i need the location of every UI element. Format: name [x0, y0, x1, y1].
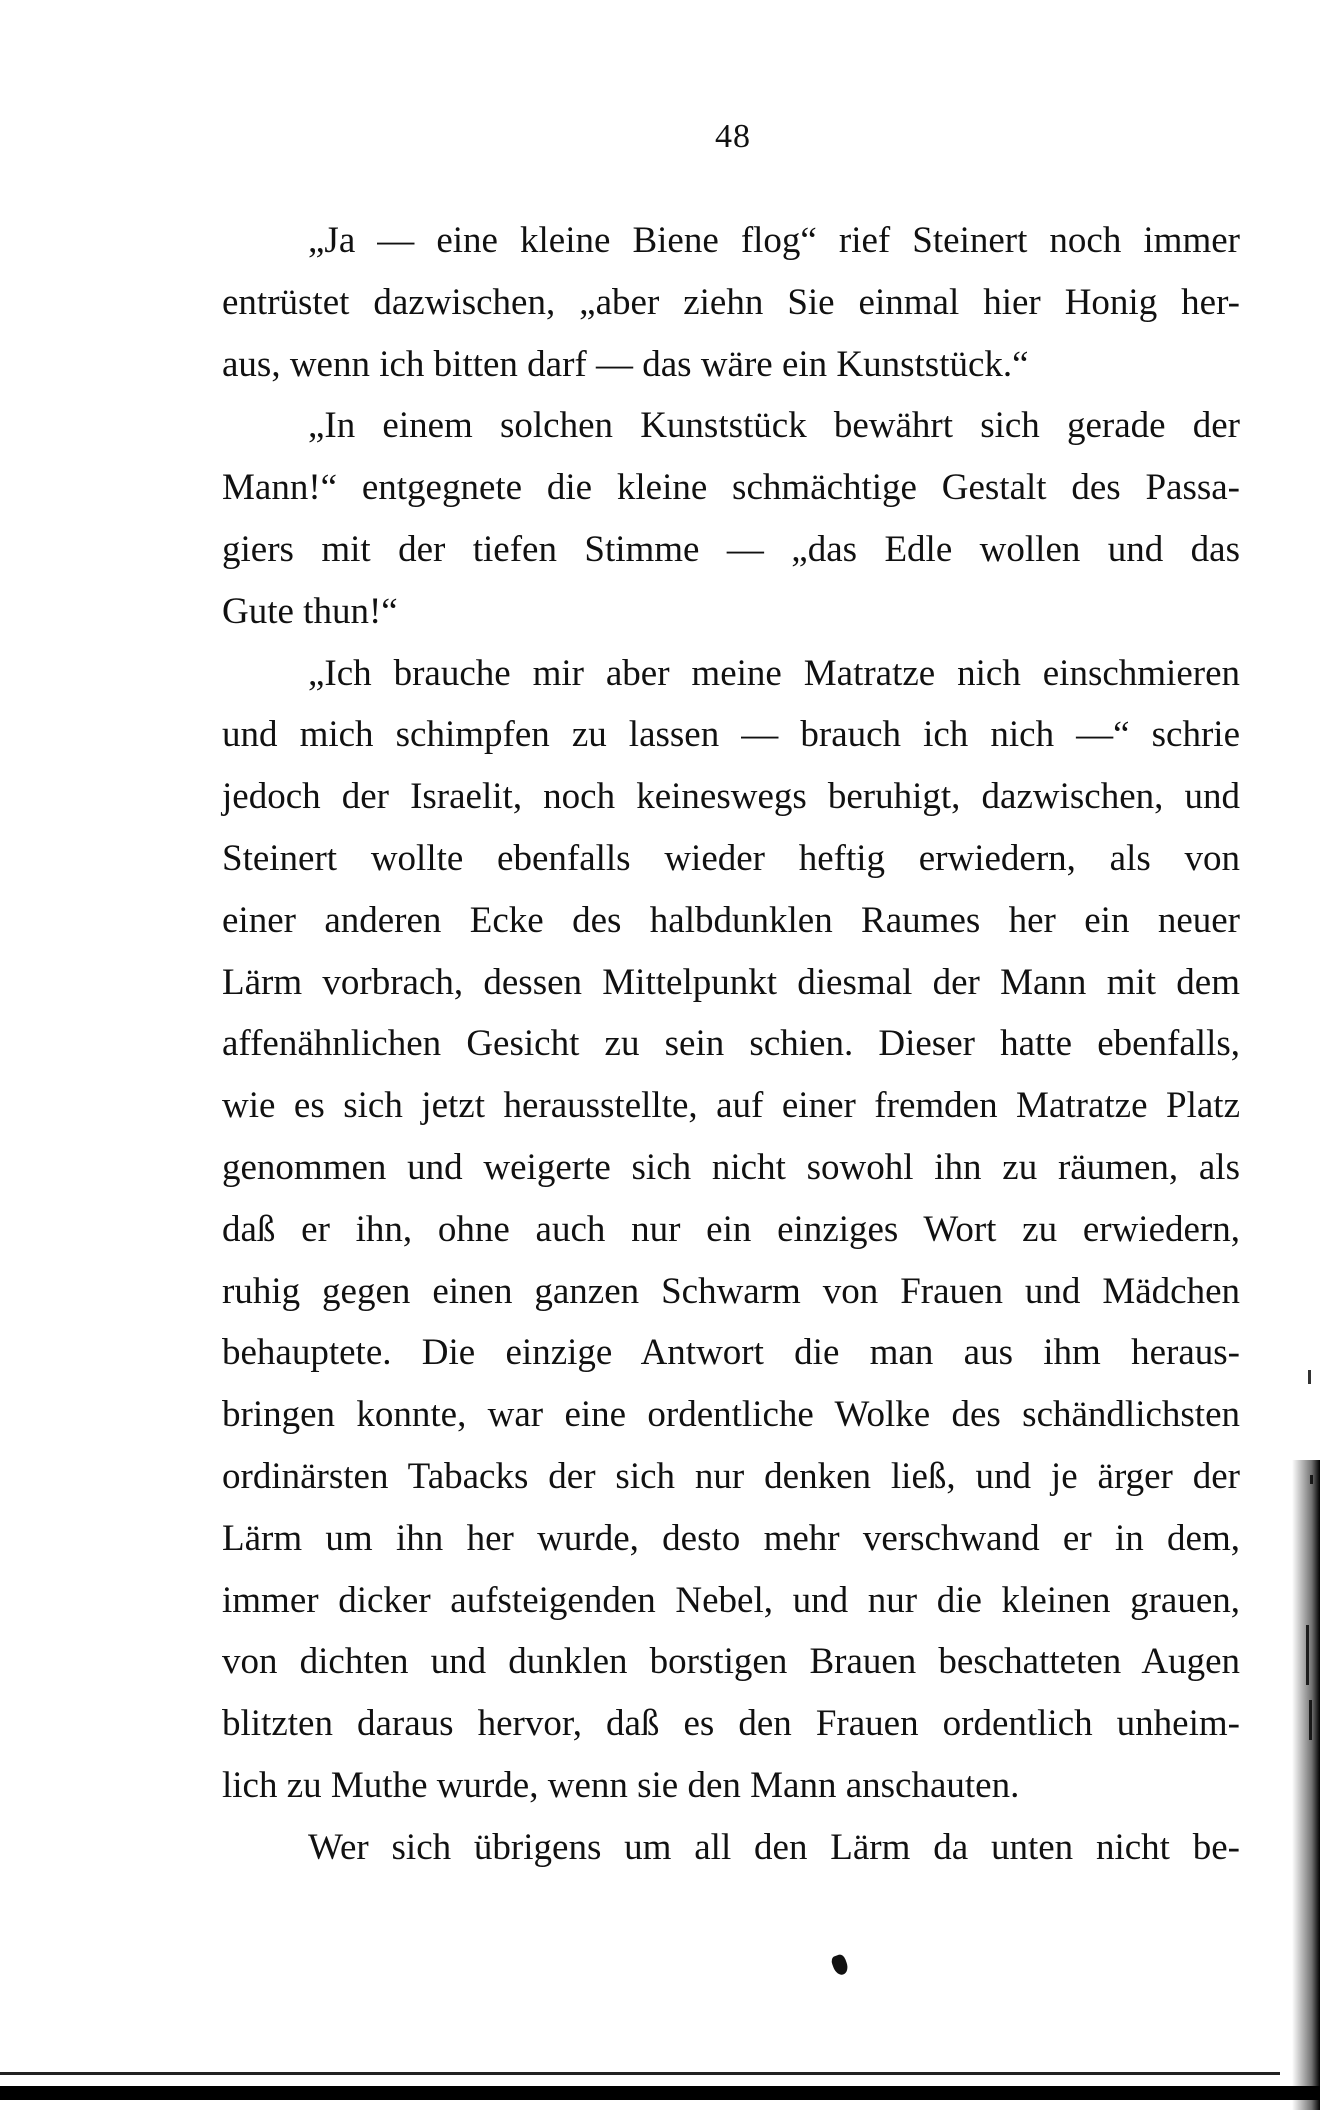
text-line: affenähnlichen Gesicht zu sein schien. Dieser hatte ebenfalls,	[222, 1023, 1240, 1065]
page-edge-shadow	[1292, 1460, 1320, 2110]
text-line: genommen und weigerte sich nicht sowohl ihn zu räumen, als	[222, 1146, 1240, 1188]
text-line: Wer sich übrigens um all den Lärm da unten nicht be-	[308, 1826, 1240, 1868]
text-line: „In einem solchen Kunststück bewährt sich gerade der	[308, 405, 1240, 447]
text-line: behauptete. Die einzige Antwort die man aus ihm heraus-	[222, 1332, 1240, 1374]
text-line: wie es sich jetzt herausstellte, auf einer fremden Matratze Platz	[222, 1085, 1240, 1127]
text-line: ruhig gegen einen ganzen Schwarm von Frauen und Mädchen	[222, 1270, 1240, 1312]
text-line: aus, wenn ich bitten darf — das wäre ein Kunststück.“	[222, 343, 1029, 385]
text-line: bringen konnte, war eine ordentliche Wolke des schändlichsten	[222, 1394, 1240, 1436]
text-line: jedoch der Israelit, noch keineswegs beruhigt, dazwischen, und	[222, 776, 1240, 818]
text-line: „Ich brauche mir aber meine Matratze nich einschmieren	[308, 652, 1240, 694]
text-line: von dichten und dunklen borstigen Brauen beschatteten Augen	[222, 1641, 1240, 1683]
text-line: giers mit der tiefen Stimme — „das Edle wollen und das	[222, 528, 1240, 570]
ink-mark	[830, 1953, 850, 1977]
body-text	[222, 210, 1240, 1879]
text-line: und mich schimpfen zu lassen — brauch ich nich —“ schrie	[222, 714, 1240, 756]
text-line: Gute thun!“	[222, 590, 398, 632]
text-line: daß er ihn, ohne auch nur ein einziges Wort zu erwiedern,	[222, 1208, 1240, 1250]
text-line: immer dicker aufsteigenden Nebel, und nur die kleinen grauen,	[222, 1579, 1240, 1621]
text-line: ordinärsten Tabacks der sich nur denken ließ, und je ärger der	[222, 1455, 1240, 1497]
text-line: Steinert wollte ebenfalls wieder heftig erwiedern, als von	[222, 837, 1240, 879]
text-line: Lärm vorbrach, dessen Mittelpunkt diesmal der Mann mit dem	[222, 961, 1240, 1003]
text-line: Mann!“ entgegnete die kleine schmächtige Gestalt des Passa-	[222, 467, 1240, 509]
scan-bottom-edge	[0, 2086, 1320, 2100]
page-number: 48	[715, 118, 751, 155]
text-line: einer anderen Ecke des halbdunklen Raumes her ein neuer	[222, 899, 1240, 941]
margin-speck	[1308, 1370, 1311, 1384]
text-line: Lärm um ihn her wurde, desto mehr verschwand er in dem,	[222, 1517, 1240, 1559]
scan-edge-line	[0, 2072, 1280, 2075]
text-line: entrüstet dazwischen, „aber ziehn Sie einmal hier Honig her-	[222, 281, 1240, 323]
text-line: blitzten daraus hervor, daß es den Frauen ordentlich unheim-	[222, 1703, 1240, 1745]
text-line: „Ja — eine kleine Biene flog“ rief Steinert noch immer	[308, 220, 1240, 261]
text-line: lich zu Muthe wurde, wenn sie den Mann anschauten.	[222, 1764, 1020, 1806]
